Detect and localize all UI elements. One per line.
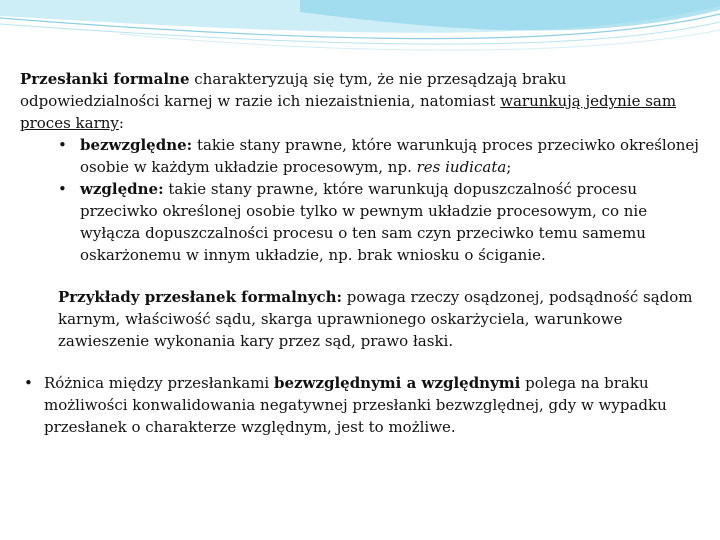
difference-term: bezwzględnymi a względnymi [273, 374, 521, 392]
difference-paragraph [24, 372, 700, 438]
list-item-relative [58, 178, 700, 266]
intro-colon: : [118, 114, 124, 132]
premise-types-list [20, 134, 700, 266]
list-item-absolute [58, 134, 700, 178]
examples-paragraph [58, 286, 700, 352]
slide-body [20, 68, 700, 438]
intro-term: Przesłanki formalne [20, 70, 190, 88]
text-relative: takie stany prawne, które warunkują dopuszczalność procesu przeciwko określonej osobie tylko w pewnym układzie procesowym, co nie wyłącza dopuszczalności procesu o ten sam czyn przeciwko temu samemu oskarżonemu w innym układzie, np. brak wniosku o ściganie. [80, 180, 648, 264]
difference-text1: Różnica między przesłankami [44, 374, 274, 392]
examples-text: powaga rzeczy osądzonej, podsądność sądom karnym, właściwość sądu, skarga uprawnionego oskarżyciela, warunkowe zawieszenie wykonania kary przez sąd, prawo łaski. [58, 288, 693, 350]
examples-term: Przykłady przesłanek formalnych: [58, 288, 343, 306]
semicolon: ; [506, 158, 512, 176]
term-relative: względne: [80, 180, 164, 198]
intro-underlined: warunkują jedynie sam proces karny [20, 92, 677, 132]
decorative-wave-header [0, 0, 720, 70]
term-absolute: bezwzględne: [80, 136, 193, 154]
difference-text2: polega na braku możliwości konwalidowania negatywnej przesłanki bezwzględnej, gdy w wypadku przesłanek o charakterze względnym, jest to możliwe. [44, 374, 667, 436]
res-iudicata: res iudicata [416, 158, 507, 176]
text-absolute: takie stany prawne, które warunkują proces przeciwko określonej osobie w każdym układzie procesowym, np. [80, 136, 699, 176]
intro-paragraph [20, 68, 700, 134]
intro-text: charakteryzują się tym, że nie przesądzają braku odpowiedzialności karnej w razie ich niezaistnienia, natomiast [20, 70, 567, 110]
